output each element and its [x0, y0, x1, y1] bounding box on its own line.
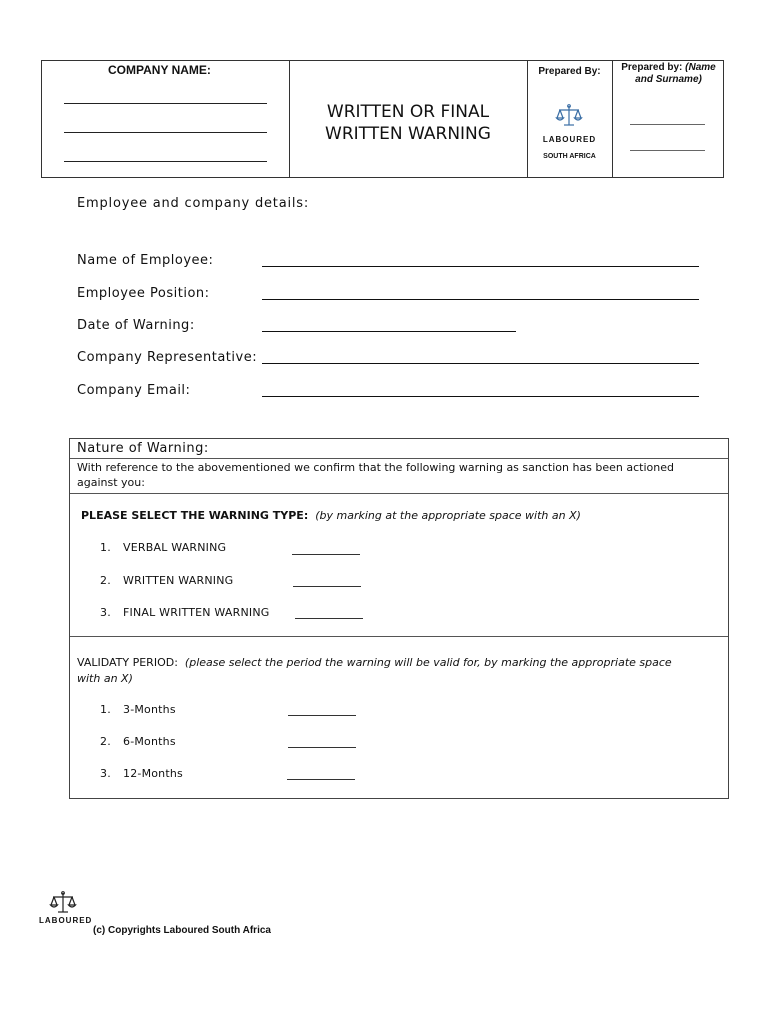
- prepared-by-line-1[interactable]: [630, 124, 705, 125]
- field-label-company-representative: Company Representative:: [77, 350, 258, 365]
- company-name-label: COMPANY NAME:: [108, 63, 211, 77]
- nature-divider: [70, 636, 728, 637]
- footer-copyright: (c) Copyrights Laboured South Africa: [93, 925, 271, 936]
- prepared-by-name-label: Prepared by: (Name and Surname): [621, 62, 716, 85]
- company-email-line[interactable]: [262, 396, 699, 397]
- period-12-months-mark-line[interactable]: [287, 779, 355, 780]
- field-label-company-email: Company Email:: [77, 383, 191, 398]
- scales-of-justice-icon: [48, 890, 78, 916]
- warning-type-verbal: VERBAL WARNING: [123, 541, 227, 554]
- nature-divider: [70, 493, 728, 494]
- header-box: [41, 60, 724, 178]
- employee-name-line[interactable]: [262, 266, 699, 267]
- prepared-by-line-2[interactable]: [630, 150, 705, 151]
- written-warning-mark-line[interactable]: [293, 586, 361, 587]
- field-label-date-of-warning: Date of Warning:: [77, 318, 195, 333]
- period-3-months: 3-Months: [123, 703, 176, 716]
- select-warning-type: PLEASE SELECT THE WARNING TYPE: (by marking at the appropriate space with an X): [81, 509, 581, 522]
- section-title-details: Employee and company details:: [77, 196, 310, 211]
- scales-of-justice-icon: [555, 103, 583, 129]
- nature-title: Nature of Warning:: [77, 441, 209, 456]
- document-title: [289, 101, 527, 145]
- nature-divider: [70, 458, 728, 459]
- final-written-warning-mark-line[interactable]: [295, 618, 363, 619]
- warning-type-num: 1.: [100, 541, 111, 554]
- footer-logo-text: LABOURED: [39, 916, 93, 925]
- company-representative-line[interactable]: [262, 363, 699, 364]
- header-divider: [612, 61, 613, 177]
- period-num: 1.: [100, 703, 111, 716]
- prepared-by-label: Prepared By:: [538, 66, 601, 77]
- field-label-employee-name: Name of Employee:: [77, 253, 214, 268]
- employee-position-line[interactable]: [262, 299, 699, 300]
- nature-of-warning-box: [69, 438, 729, 799]
- warning-type-written: WRITTEN WARNING: [123, 574, 234, 587]
- period-num: 3.: [100, 767, 111, 780]
- warning-type-final-written: FINAL WRITTEN WARNING: [123, 606, 270, 619]
- period-6-months-mark-line[interactable]: [288, 747, 356, 748]
- period-6-months: 6-Months: [123, 735, 176, 748]
- warning-type-num: 2.: [100, 574, 111, 587]
- company-name-line-1[interactable]: [64, 103, 267, 104]
- nature-intro: With reference to the abovementioned we confirm that the following warning as sanction has been actioned against you:: [77, 461, 675, 489]
- period-3-months-mark-line[interactable]: [288, 715, 356, 716]
- logo-subtext: SOUTH AFRICA: [543, 153, 596, 160]
- title-line-1: WRITTEN OR FINAL: [326, 102, 490, 122]
- company-name-line-3[interactable]: [64, 161, 267, 162]
- logo-text: LABOURED: [542, 135, 597, 144]
- period-12-months: 12-Months: [123, 767, 183, 780]
- period-num: 2.: [100, 735, 111, 748]
- warning-type-num: 3.: [100, 606, 111, 619]
- validity-period: VALIDATY PERIOD: (please select the period the warning will be valid for, by marking the appropriate space with an X): [77, 656, 672, 685]
- verbal-warning-mark-line[interactable]: [292, 554, 360, 555]
- title-line-2: WRITTEN WARNING: [325, 124, 491, 144]
- date-of-warning-line[interactable]: [262, 331, 516, 332]
- company-name-line-2[interactable]: [64, 132, 267, 133]
- field-label-employee-position: Employee Position:: [77, 286, 210, 301]
